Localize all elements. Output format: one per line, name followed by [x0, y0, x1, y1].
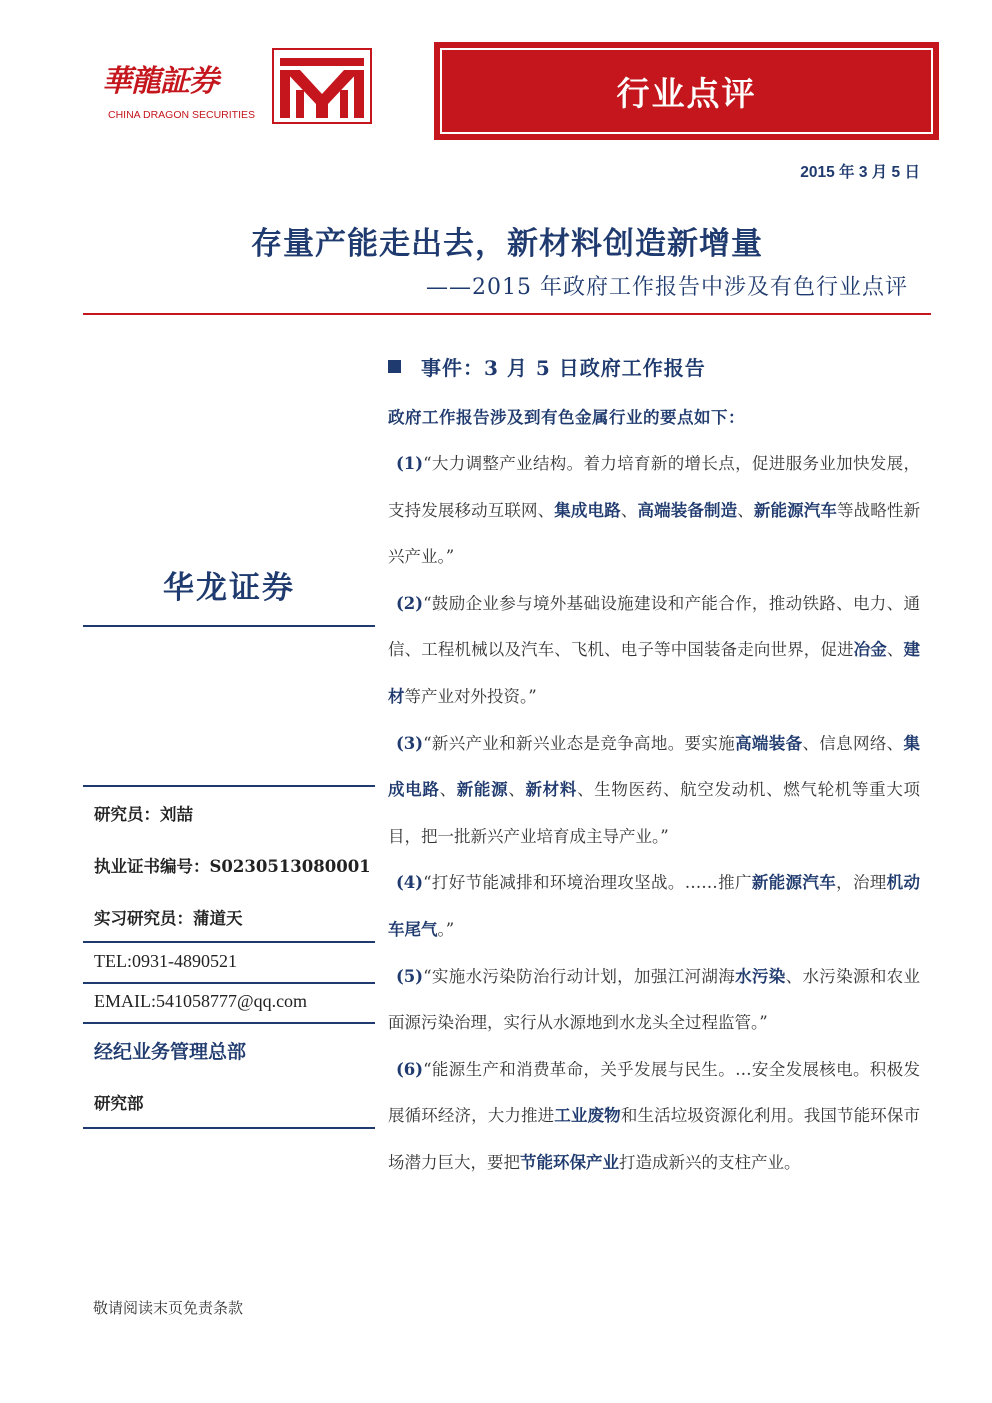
paragraph-text: 等产业对外投资。” — [404, 686, 537, 706]
keyword-highlight: 节能环保产业 — [520, 1152, 619, 1172]
keyword-highlight: 高端装备制造 — [637, 500, 738, 520]
paragraph-number: (2) — [396, 593, 424, 613]
company-logo — [100, 46, 375, 128]
keyword-highlight: 新能源 — [456, 780, 509, 800]
sidebar-divider — [83, 941, 375, 943]
paragraph-text: ，治理 — [836, 873, 887, 893]
body-paragraph — [388, 441, 920, 581]
paragraph-number: (6) — [396, 1059, 424, 1079]
paragraph-text: 打造成新兴的支柱产业。 — [619, 1152, 801, 1172]
sidebar-divider — [83, 982, 375, 984]
report-body — [388, 441, 920, 1187]
paragraph-number: (3) — [396, 733, 424, 753]
department-name: 经纪业务管理总部 — [94, 1041, 247, 1063]
paragraph-text: 、生物医药、航空发动机、燃气轮机等重大项目，把一批新兴产业培育成主导产业。” — [388, 780, 921, 846]
sidebar-brand: 华龙证券 — [163, 570, 295, 606]
logo-calligraphy: 華龍証券 — [102, 64, 218, 99]
body-paragraph — [388, 721, 920, 861]
section-heading-text: 事件：3 月 5 日政府工作报告 — [421, 356, 706, 380]
paragraph-text: 、 — [737, 500, 754, 520]
sidebar-divider — [83, 1022, 375, 1024]
report-date: 2015 年 3 月 5 日 — [800, 164, 920, 181]
keyword-highlight: 工业废物 — [554, 1106, 621, 1126]
sidebar-divider — [83, 1127, 375, 1129]
paragraph-text: “能源生产和消费革命，关乎发展与民生。…安全发展核电。积极发展循环经济，大力推进 — [388, 1059, 920, 1126]
report-title: 存量产能走出去，新材料创造新增量 — [251, 226, 763, 262]
intern-researcher: 实习研究员：蒲道天 — [94, 909, 243, 928]
title-divider — [83, 313, 931, 315]
sidebar-divider — [83, 625, 375, 627]
paragraph-text: 。” — [437, 919, 455, 939]
contact-email: EMAIL:541058777@qq.com — [94, 991, 308, 1011]
paragraph-number: (1) — [396, 454, 424, 473]
paragraph-text: “打好节能减排和环境治理攻坚战。……推广 — [423, 873, 752, 893]
keyword-highlight: 集成电路 — [554, 500, 621, 520]
keyword-highlight: 新能源汽车 — [753, 500, 838, 520]
keyword-highlight: 冶金 — [853, 640, 887, 660]
keyword-highlight: 新能源汽车 — [751, 873, 837, 893]
keyword-highlight: 高端装备 — [735, 733, 803, 753]
logo-english-name: CHINA DRAGON SECURITIES — [108, 109, 256, 121]
paragraph-text: 和生活垃圾资源化利用。我国节能环保市场潜力巨大，要把 — [388, 1106, 921, 1172]
keyword-highlight: 水污染 — [735, 966, 786, 986]
paragraph-number: (5) — [396, 966, 424, 986]
logo-mark-icon — [272, 48, 372, 124]
body-paragraph — [388, 581, 920, 721]
paragraph-text: “大力调整产业结构。着力培育新的增长点，促进服务业加快发展，支持发展移动互联网、 — [388, 454, 920, 520]
keyword-highlight: 集成电路 — [388, 733, 921, 800]
paragraph-text: 、 — [620, 500, 638, 520]
square-bullet-icon — [388, 360, 401, 373]
section-lead: 政府工作报告涉及到有色金属行业的要点如下： — [388, 408, 745, 427]
report-type-label: 行业点评 — [616, 73, 757, 113]
keyword-highlight: 建材 — [388, 640, 921, 706]
report-type-badge — [434, 42, 939, 140]
body-paragraph — [388, 954, 920, 1047]
paragraph-text: 、水污染源和农业面源污染治理，实行从水源地到水龙头全过程监管。” — [388, 966, 921, 1033]
body-paragraph — [388, 1047, 920, 1187]
paragraph-text: 等战略性新兴产业。” — [388, 500, 921, 567]
paragraph-text: 、 — [508, 780, 526, 800]
sub-department: 研究部 — [94, 1094, 144, 1113]
contact-tel: TEL:0931-4890521 — [94, 951, 237, 971]
paragraph-text: 、信息网络、 — [802, 733, 904, 753]
keyword-highlight: 新材料 — [525, 780, 578, 800]
license-number: 执业证书编号：S0230513080001 — [94, 857, 371, 876]
paragraph-text: 、 — [439, 780, 457, 800]
body-paragraph — [388, 860, 920, 953]
sidebar-divider — [83, 785, 375, 787]
paragraph-text: “实施水污染防治行动计划，加强江河湖海 — [423, 966, 736, 986]
section-heading — [388, 352, 706, 381]
disclaimer-note: 敬请阅读末页免责条款 — [93, 1299, 244, 1317]
paragraph-text: “鼓励企业参与境外基础设施建设和产能合作，推动铁路、电力、通信、工程机械以及汽车、飞机、电子等中国装备走向世界，促进 — [388, 593, 920, 660]
paragraph-number: (4) — [396, 873, 424, 893]
report-subtitle: ——2015 年政府工作报告中涉及有色行业点评 — [426, 275, 908, 300]
researcher-name: 研究员：刘喆 — [94, 805, 193, 824]
paragraph-text: 、 — [886, 640, 904, 660]
keyword-highlight: 机动车尾气 — [388, 873, 921, 939]
paragraph-text: “新兴产业和新兴业态是竞争高地。要实施 — [423, 733, 736, 753]
